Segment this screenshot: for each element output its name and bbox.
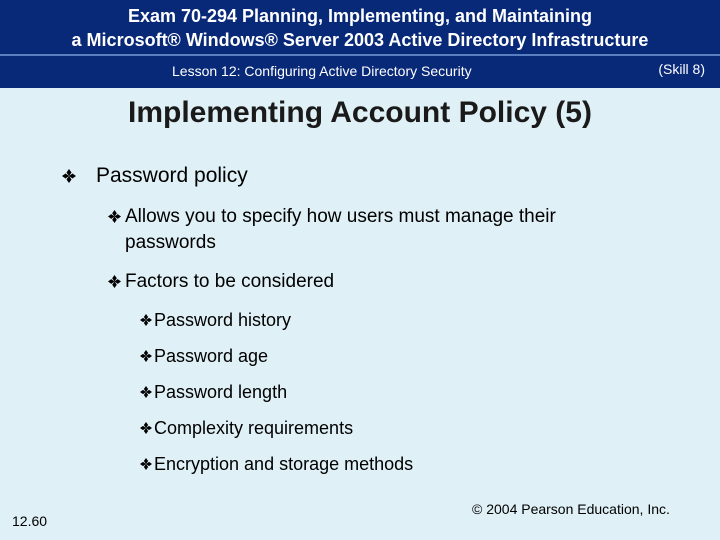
bullet-password-policy <box>62 164 248 188</box>
header-title-line2: a Microsoft® Windows® Server 2003 Active Directory Infrastructure <box>71 30 649 50</box>
diamond-bullet-icon <box>140 386 152 398</box>
factor-item <box>140 417 353 439</box>
factor-text: Encryption and storage methods <box>154 454 414 474</box>
factor-text: Complexity requirements <box>154 418 354 438</box>
sub-bullet-text: Allows you to specify how users must manage their passwords <box>125 206 556 253</box>
page-number: 12.60 <box>12 513 48 529</box>
header-divider <box>0 54 720 56</box>
factor-item <box>140 453 413 475</box>
diamond-bullet-icon <box>108 275 121 288</box>
factor-item <box>140 309 291 331</box>
factor-text: Password age <box>154 346 269 366</box>
skill-label: (Skill 8) <box>658 61 705 77</box>
diamond-bullet-icon <box>140 422 152 434</box>
sub-bullet-allows <box>108 204 605 256</box>
slide-header <box>0 0 720 88</box>
factor-text: Password history <box>154 310 292 330</box>
sub-bullet-factors <box>108 269 605 295</box>
factor-text: Password length <box>154 382 288 402</box>
diamond-bullet-icon <box>140 458 152 470</box>
copyright-notice: © 2004 Pearson Education, Inc. <box>472 501 670 517</box>
bullet-text: Password policy <box>96 164 248 187</box>
lesson-label: Lesson 12: Configuring Active Directory Security <box>172 63 472 79</box>
header-title-line1: Exam 70-294 Planning, Implementing, and Maintaining <box>127 6 593 26</box>
factor-item <box>140 345 268 367</box>
diamond-bullet-icon <box>140 314 152 326</box>
diamond-bullet-icon <box>108 210 121 223</box>
diamond-bullet-icon <box>62 169 76 183</box>
sub-bullet-text: Factors to be considered <box>125 271 335 292</box>
diamond-bullet-icon <box>140 350 152 362</box>
factor-item <box>140 381 287 403</box>
slide-title: Implementing Account Policy (5) <box>128 96 592 129</box>
